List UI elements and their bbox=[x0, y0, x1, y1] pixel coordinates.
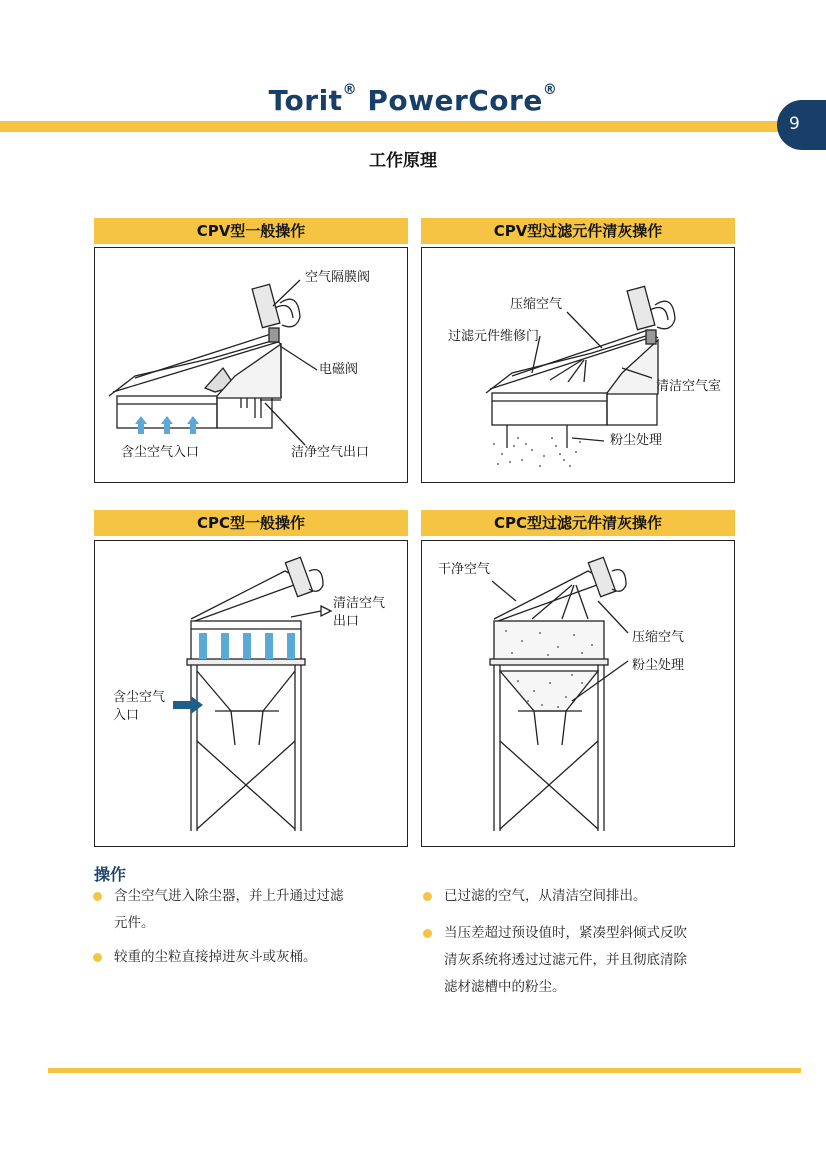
label-clean-air: 清洁空气 bbox=[333, 596, 386, 611]
diagram-cpv-cleaning bbox=[421, 247, 735, 483]
header-rule bbox=[0, 121, 800, 132]
operation-item bbox=[444, 883, 647, 910]
cpv-cleaning-illustration bbox=[422, 248, 736, 484]
operation-item-line: 清灰系统将透过过滤元件，并且彻底清除 bbox=[444, 952, 687, 968]
registered-mark: ® bbox=[542, 82, 558, 98]
label-inlet: 入口 bbox=[113, 708, 140, 723]
section-title: 工作原理 bbox=[369, 151, 437, 171]
brand-product: PowerCore bbox=[367, 84, 543, 117]
page-tab bbox=[777, 100, 826, 150]
diagram-cpv-general bbox=[94, 247, 408, 483]
label-dust-disposal-cpc: 粉尘处理 bbox=[632, 658, 685, 673]
cpc-cleaning-illustration bbox=[422, 541, 736, 848]
footer-rule bbox=[48, 1068, 801, 1073]
operation-item bbox=[444, 920, 687, 1001]
label-compressed-air-cpc: 压缩空气 bbox=[632, 630, 685, 645]
operation-heading: 操作 bbox=[94, 865, 127, 884]
operation-item-line: 已过滤的空气，从清洁空间排出。 bbox=[444, 888, 647, 904]
operation-item-line: 元件。 bbox=[114, 915, 155, 931]
panel-title-cpv-cleaning: CPV型过滤元件清灰操作 bbox=[421, 218, 735, 244]
bullet-dot bbox=[423, 892, 432, 901]
label-outlet: 出口 bbox=[333, 614, 360, 629]
bullet-dot bbox=[423, 929, 432, 938]
label-dust-disposal: 粉尘处理 bbox=[610, 433, 663, 448]
brand-name: Torit bbox=[268, 84, 343, 117]
brand-logo bbox=[0, 84, 826, 117]
label-solenoid-valve: 电磁阀 bbox=[319, 362, 359, 377]
panel-title-cpc-cleaning: CPC型过滤元件清灰操作 bbox=[421, 510, 735, 536]
bullet-dot bbox=[93, 953, 102, 962]
panel-title-cpc-general: CPC型一般操作 bbox=[94, 510, 408, 536]
label-clean-air-outlet: 洁净空气出口 bbox=[291, 445, 370, 460]
label-dirty-air: 含尘空气 bbox=[113, 690, 166, 705]
operation-item-line: 当压差超过预设值时，紧凑型斜倾式反吹 bbox=[444, 925, 687, 941]
label-air-diaphragm-valve: 空气隔膜阀 bbox=[305, 270, 371, 285]
diagram-cpc-cleaning bbox=[421, 540, 735, 847]
diagram-cpc-general bbox=[94, 540, 408, 847]
bullet-dot bbox=[93, 892, 102, 901]
label-dry-clean-air: 干净空气 bbox=[438, 562, 491, 577]
registered-mark: ® bbox=[342, 82, 358, 98]
operation-item bbox=[114, 883, 344, 937]
label-compressed-air: 压缩空气 bbox=[510, 297, 563, 312]
page-number: 9 bbox=[789, 114, 800, 134]
panel-title-cpv-general: CPV型一般操作 bbox=[94, 218, 408, 244]
operation-item-line: 较重的尘粒直接掉进灰斗或灰桶。 bbox=[114, 949, 317, 965]
label-clean-air-plenum: 清洁空气室 bbox=[656, 379, 722, 394]
operation-item-line: 滤材滤槽中的粉尘。 bbox=[444, 979, 566, 995]
operation-item-line: 含尘空气进入除尘器，并上升通过过滤 bbox=[114, 888, 344, 904]
label-service-door: 过滤元件维修门 bbox=[448, 329, 540, 344]
operation-item bbox=[114, 944, 317, 971]
label-dirty-air-inlet: 含尘空气入口 bbox=[121, 445, 200, 460]
